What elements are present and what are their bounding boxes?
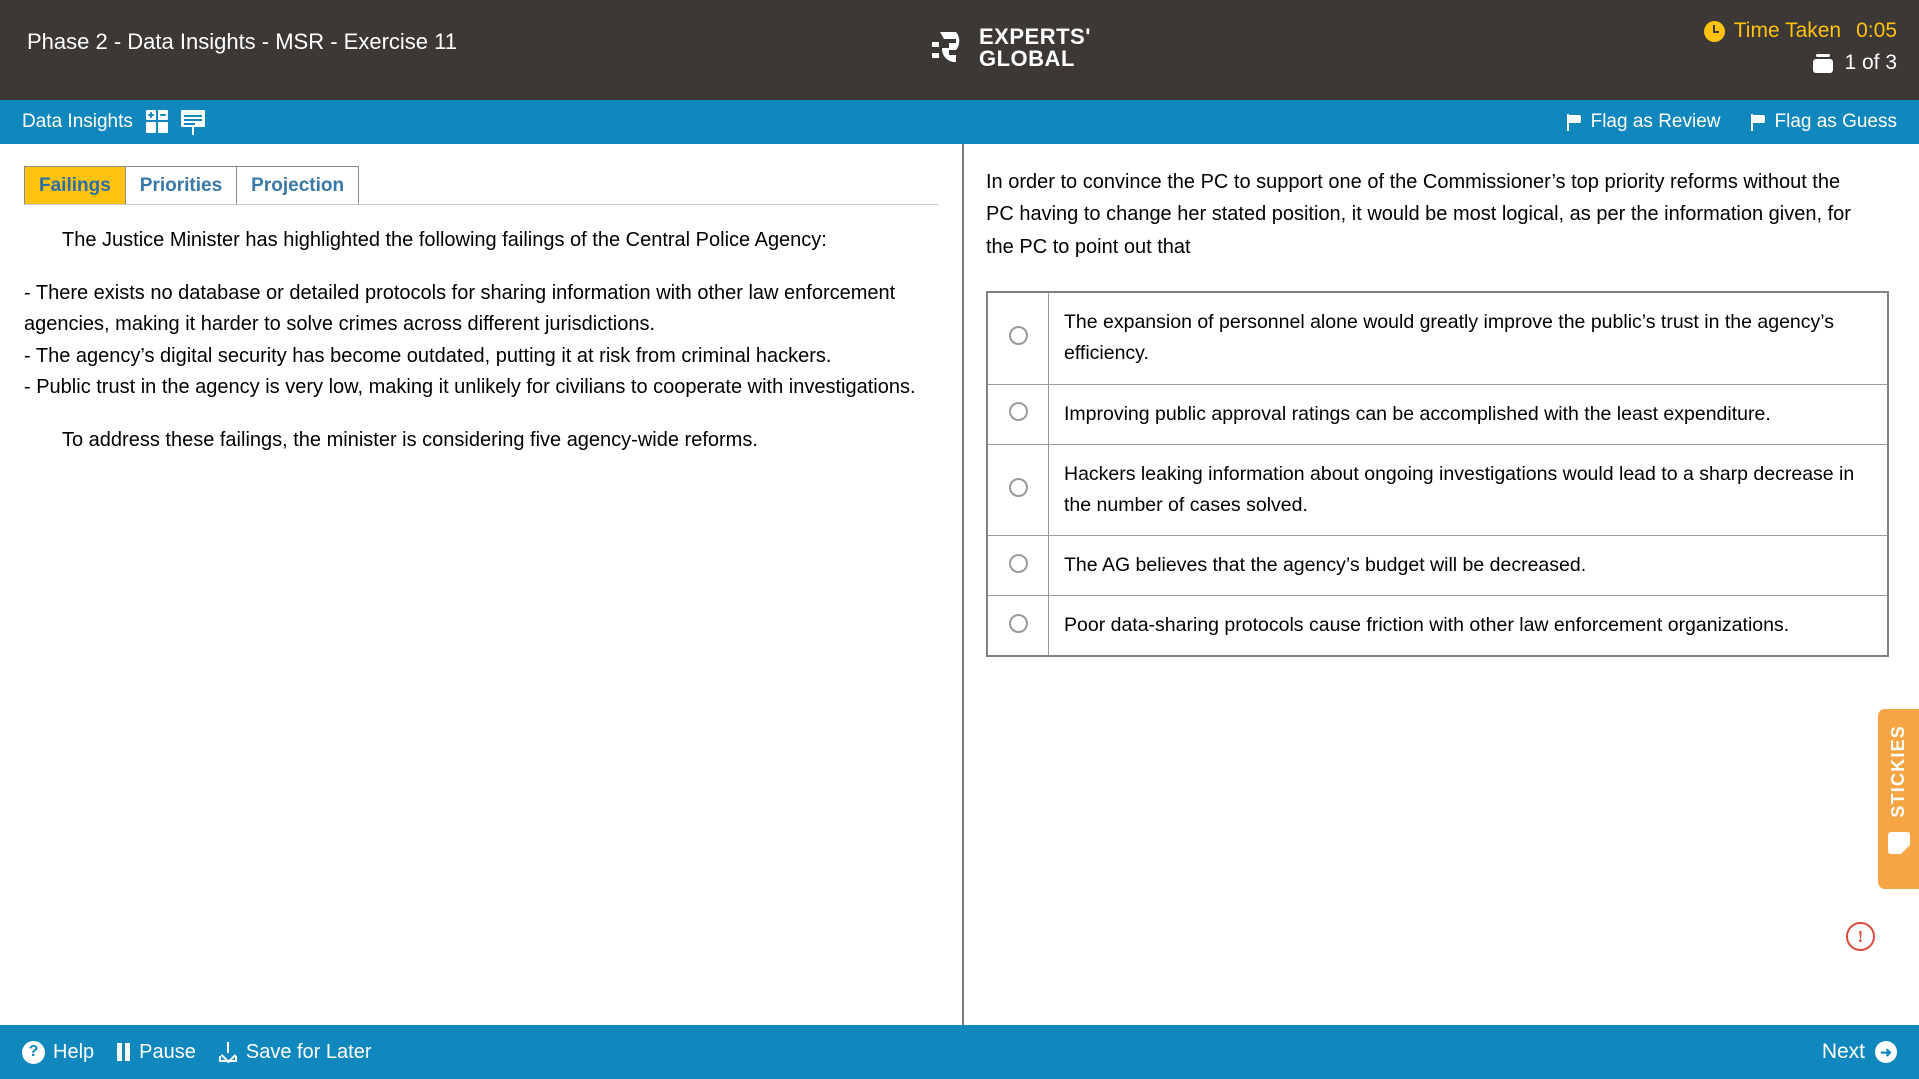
- brand-line-1: EXPERTS': [979, 24, 1091, 49]
- calculator-icon[interactable]: [146, 110, 168, 134]
- radio-button-option-4[interactable]: [1009, 554, 1028, 573]
- timer-value: 0:05: [1856, 19, 1897, 42]
- option-radio-cell[interactable]: [987, 292, 1049, 384]
- flag-icon: [1751, 114, 1766, 131]
- pause-label: Pause: [139, 1040, 196, 1063]
- save-for-later-button[interactable]: [218, 1041, 372, 1064]
- flag-icon: [1567, 114, 1582, 131]
- download-icon: [218, 1042, 238, 1062]
- passage-bullet: - The agency’s digital security has become outdated, putting it at risk from criminal hackers.: [24, 344, 832, 367]
- stickies-label: STICKIES: [1888, 725, 1908, 818]
- option-text-3: Hackers leaking information about ongoing investigations would lead to a sharp decrease in the number of cases solved.: [1064, 462, 1855, 516]
- question-counter: [1812, 51, 1897, 75]
- top-header-bar: [0, 0, 1919, 100]
- pause-icon: [116, 1043, 131, 1061]
- arrow-right-icon: ➜: [1875, 1041, 1897, 1063]
- inkwell-icon: [1812, 54, 1834, 73]
- source-tabs: [24, 166, 938, 205]
- option-radio-cell[interactable]: [987, 596, 1049, 657]
- save-for-later-label: Save for Later: [245, 1040, 372, 1063]
- table-row[interactable]: [987, 596, 1888, 657]
- navbar-right-group: [1567, 111, 1897, 133]
- radio-button-option-5[interactable]: [1009, 614, 1028, 633]
- timer-label: Time Taken: [1733, 19, 1842, 42]
- option-text-5: Poor data-sharing protocols cause friction with other law enforcement organizations.: [1064, 614, 1790, 637]
- sticky-note-icon: [1888, 832, 1910, 854]
- passage-bullet: - Public trust in the agency is very low, making it unlikely for civilians to cooperate with investigations.: [24, 375, 916, 398]
- help-icon: ?: [22, 1041, 45, 1064]
- whiteboard-icon[interactable]: [181, 110, 205, 135]
- radio-button-option-1[interactable]: [1009, 326, 1028, 345]
- passage-closing: To address these failings, the minister is considering five agency-wide reforms.: [62, 428, 758, 451]
- tab-priorities[interactable]: [125, 166, 237, 204]
- radio-button-option-3[interactable]: [1009, 478, 1028, 497]
- option-radio-cell[interactable]: [987, 444, 1049, 535]
- next-label: Next: [1821, 1040, 1865, 1063]
- flag-as-guess-label: Flag as Guess: [1774, 111, 1897, 132]
- source-panel: [0, 144, 964, 1025]
- option-radio-cell[interactable]: [987, 536, 1049, 596]
- tab-failings[interactable]: [24, 166, 126, 204]
- tab-projection-label: Projection: [251, 175, 345, 196]
- passage-bullet-list: [24, 278, 938, 403]
- experts-global-logo-icon: [930, 28, 968, 68]
- timer: [1704, 19, 1897, 43]
- warning-icon[interactable]: !: [1846, 922, 1875, 951]
- table-row[interactable]: [987, 292, 1888, 384]
- flag-as-review-button[interactable]: [1567, 111, 1721, 133]
- tab-priorities-label: Priorities: [139, 175, 223, 196]
- flag-as-review-label: Flag as Review: [1590, 111, 1721, 132]
- help-button[interactable]: [22, 1041, 94, 1064]
- flag-as-guess-button[interactable]: [1751, 111, 1898, 133]
- main-content: [0, 144, 1919, 1025]
- table-row[interactable]: [987, 536, 1888, 596]
- passage-body: [24, 205, 938, 456]
- tab-projection[interactable]: [236, 166, 359, 204]
- question-prompt: In order to convince the PC to support one of the Commissioner’s top priority reforms without the PC having to change her stated position, it would be most logical, as per the information given, for the PC to point out that: [986, 171, 1851, 258]
- brand-name: [979, 26, 1091, 70]
- option-text-2: Improving public approval ratings can be accomplished with the least expenditure.: [1064, 402, 1771, 425]
- clock-icon: [1704, 21, 1725, 42]
- brand-line-2: GLOBAL: [979, 46, 1075, 71]
- navbar-left-group: [22, 110, 205, 135]
- option-radio-cell[interactable]: [987, 384, 1049, 444]
- question-counter-label: 1 of 3: [1844, 51, 1897, 74]
- tab-failings-label: Failings: [39, 175, 111, 196]
- option-text-4: The AG believes that the agency’s budget will be decreased.: [1064, 554, 1587, 577]
- radio-button-option-2[interactable]: [1009, 402, 1028, 421]
- answer-options-table: [986, 291, 1889, 657]
- pause-button[interactable]: [116, 1041, 196, 1064]
- bottom-toolbar: [0, 1025, 1919, 1079]
- bottom-left-group: [22, 1041, 371, 1064]
- next-button[interactable]: [1822, 1040, 1897, 1064]
- section-label: Data Insights: [22, 111, 133, 132]
- table-row[interactable]: [987, 384, 1888, 444]
- tool-navbar: [0, 100, 1919, 144]
- stickies-tab[interactable]: [1878, 709, 1919, 889]
- passage-bullet: - There exists no database or detailed protocols for sharing information with other law enforcement agencies, making it harder to solve crimes across different jurisdictions.: [24, 282, 896, 336]
- passage-intro: The Justice Minister has highlighted the following failings of the Central Police Agency:: [62, 229, 827, 251]
- brand-logo: [930, 26, 1091, 70]
- table-row[interactable]: [987, 444, 1888, 535]
- help-label: Help: [53, 1040, 95, 1063]
- question-panel: [964, 144, 1919, 1025]
- option-text-1: The expansion of personnel alone would greatly improve the public’s trust in the agency’s efficiency.: [1064, 311, 1834, 365]
- page-title: Phase 2 - Data Insights - MSR - Exercise 11: [27, 29, 457, 54]
